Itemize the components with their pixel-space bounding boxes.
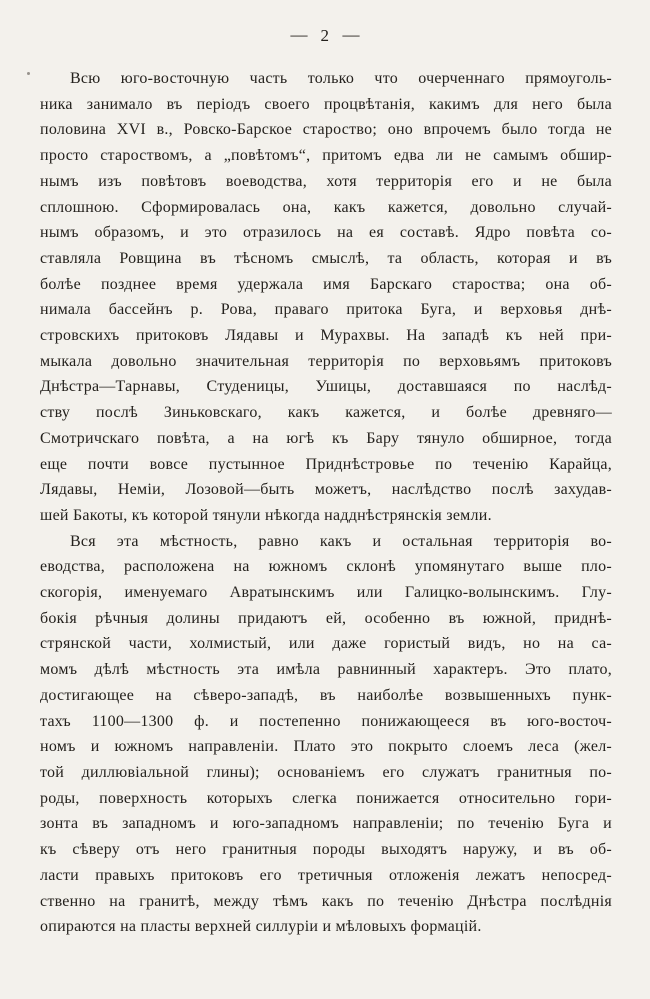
text-line: достигающее на сѣверо-западѣ, въ наиболѣе возвышенныхъ пунк- xyxy=(40,686,612,704)
text-line: нымъ изъ повѣтовъ воеводства, хотя территорія его и не была xyxy=(40,172,612,190)
text-line: бокія рѣчныя долины придаютъ ей, особенно въ южной, приднѣ- xyxy=(40,609,612,627)
text-line: ставляла Ровщина въ тѣсномъ смыслѣ, та область, которая и въ xyxy=(40,249,612,267)
text-line: номъ и южномъ направленіи. Плато это покрыто слоемъ леса (жел- xyxy=(40,738,612,756)
text-line: зонта въ западномъ и юго-западномъ направленіи; по теченію Буга и xyxy=(40,815,612,833)
paragraph xyxy=(40,66,612,529)
text-line: стрянской части, холмистый, или даже гористый видъ, но на са- xyxy=(40,635,612,653)
text-line: шей Бакоты, къ которой тянули нѣкогда надднѣстрянскія земли. xyxy=(40,506,492,524)
paragraph xyxy=(40,529,612,940)
text-line: мыкала довольно значительная территорія по верховьямъ притоковъ xyxy=(40,352,612,370)
text-line: Вся эта мѣстность, равно какъ и остальная территорія во- xyxy=(70,532,612,550)
text-line: Днѣстра—Тарнавы, Студеницы, Ушицы, доставшаяся по наслѣд- xyxy=(40,378,612,396)
text-line: сплошною. Сформировалась она, какъ кажется, довольно случай- xyxy=(40,198,612,216)
text-line: къ сѣверу отъ него гранитныя породы выходятъ наружу, и въ об- xyxy=(40,841,612,859)
text-line: Смотричскаго повѣта, а на югѣ къ Бару тянуло обширное, тогда xyxy=(40,429,612,447)
text-line: половина XVI в., Ровско-Барское староство; оно впрочемъ было тогда не xyxy=(40,121,612,139)
ink-speck-artifact xyxy=(27,72,30,75)
text-line: ству послѣ Зиньковскаго, какъ кажется, и болѣе древняго— xyxy=(40,404,612,422)
text-line: нымъ образомъ, и это отразилось на ея составѣ. Ядро повѣта со- xyxy=(40,224,612,242)
text-line: скогорія, именуемаго Авратынскимъ или Галицко-волынскимъ. Глу- xyxy=(40,584,612,602)
text-line: еводства, расположена на южномъ склонѣ упомянутаго выше пло- xyxy=(40,558,612,576)
text-line: еще почти вовсе пустынное Приднѣстровье по теченію Карайца, xyxy=(40,455,612,473)
text-line: стровскихъ притоковъ Лядавы и Мурахвы. На западѣ къ ней при- xyxy=(40,327,612,345)
text-line: нимала бассейнъ р. Рова, праваго притока Буга, и верховья днѣ- xyxy=(40,301,612,319)
text-line: Всю юго-восточную часть только что очерченнаго прямоуголь- xyxy=(70,70,612,87)
header-dash-right: — xyxy=(342,25,360,44)
page-number: 2 xyxy=(320,26,330,45)
page-header xyxy=(0,26,650,46)
text-line: Лядавы, Неміи, Лозовой—быть можетъ, наслѣдство послѣ захудав- xyxy=(40,481,612,499)
text-line: той диллювіальной глины); основаніемъ его служатъ гранитныя по- xyxy=(40,763,612,781)
header-dash-left: — xyxy=(290,25,308,44)
text-line: момъ дѣлѣ мѣстность эта имѣла равнинный характеръ. Это плато, xyxy=(40,661,612,679)
text-line: роды, поверхность которыхъ слегка понижается относительно гори- xyxy=(40,789,612,807)
text-line: тахъ 1100—1300 ф. и постепенно понижающееся въ юго-восточ- xyxy=(40,712,612,730)
text-line: болѣе позднее время удержала имя Барскаго староства; она об- xyxy=(40,275,612,293)
text-line: ника занимало въ періодъ своего процвѣтанія, какимъ для него была xyxy=(40,95,612,113)
body-text xyxy=(40,66,612,940)
text-line: опираются на пласты верхней силлуріи и мѣловыхъ формацій. xyxy=(40,918,482,936)
text-line: просто староствомъ, а „повѣтомъ“, притомъ едва ли не самымъ обшир- xyxy=(40,147,612,165)
text-line: ласти правыхъ притоковъ его третичныя отложенія лежатъ непосред- xyxy=(40,866,612,884)
text-line: ственно на гранитѣ, между тѣмъ какъ по теченію Днѣстра послѣднія xyxy=(40,892,612,910)
